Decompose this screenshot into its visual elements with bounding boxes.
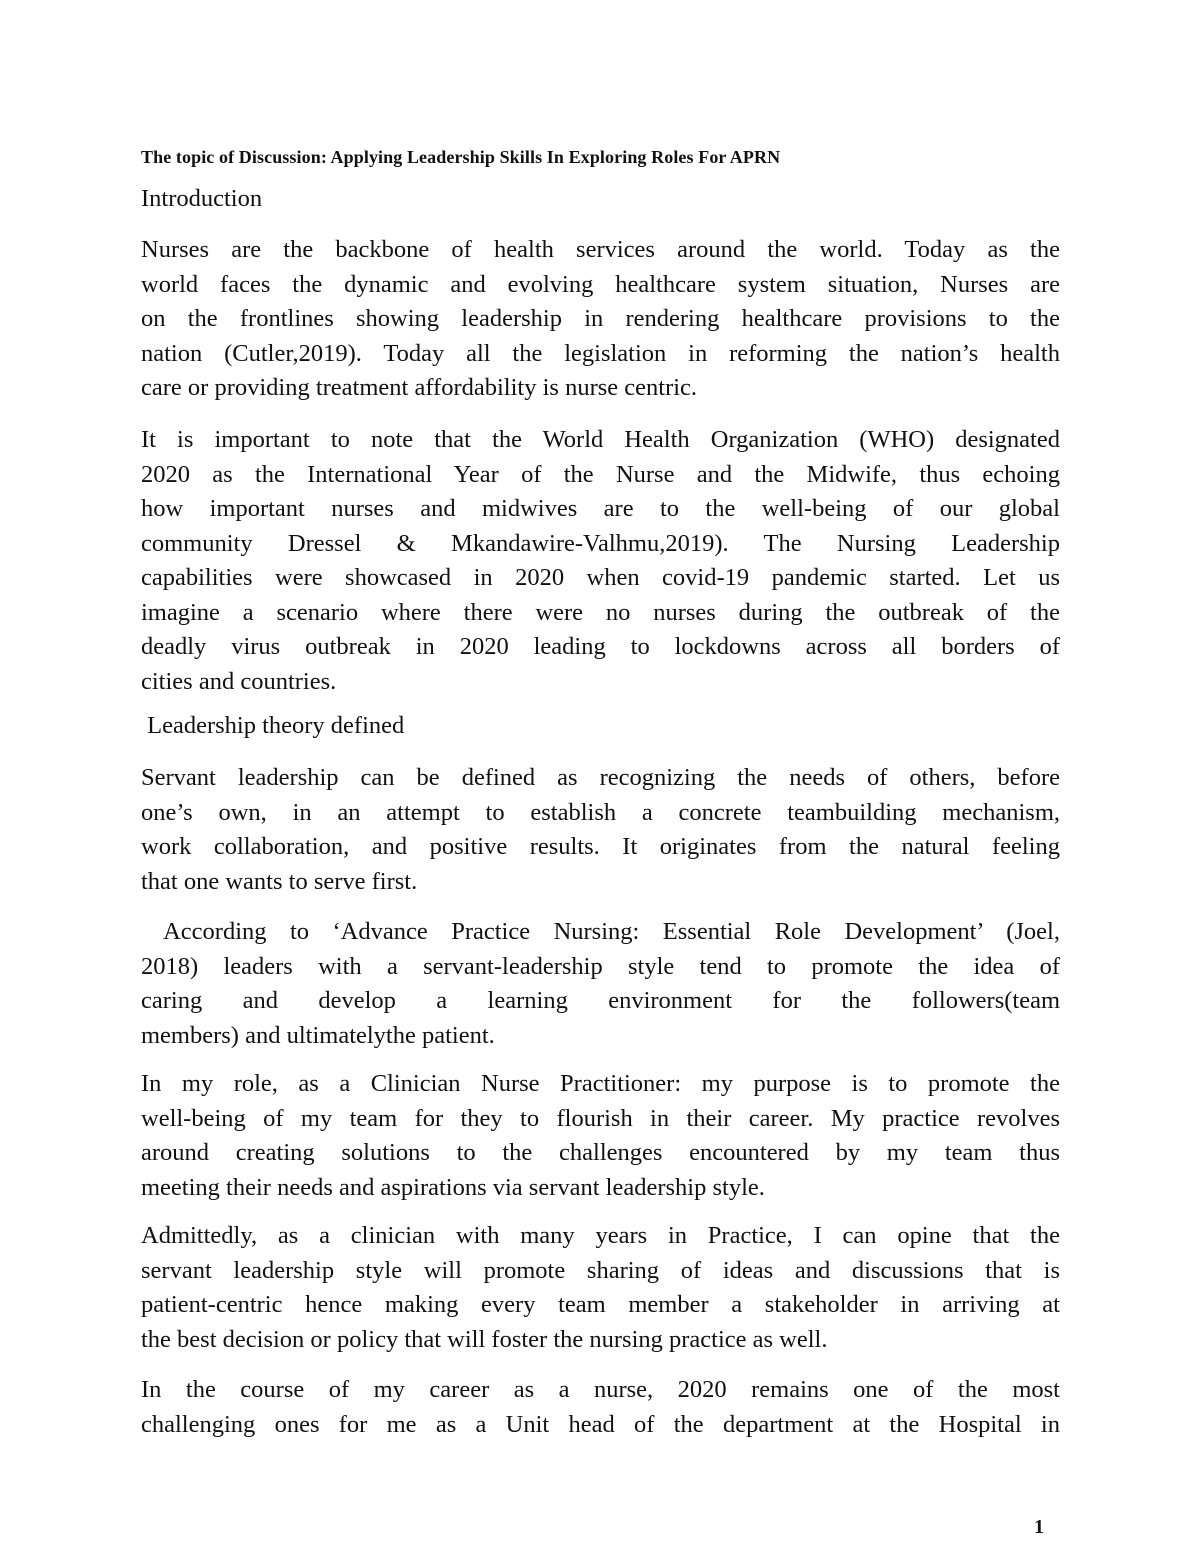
text-line: According to ‘Advance Practice Nursing: Essential Role Development’ (Joel,	[141, 918, 1060, 945]
text-line: work collaboration, and positive results. It originates from the natural feeling	[141, 833, 1060, 860]
heading-leadership-theory: Leadership theory defined	[141, 712, 405, 739]
text-line: servant leadership style will promote sharing of ideas and discussions that is	[141, 1256, 1060, 1284]
text-line: around creating solutions to the challenges encountered by my team thus	[141, 1139, 1060, 1166]
heading-introduction: Introduction	[141, 185, 263, 212]
paragraph	[141, 233, 1060, 406]
paragraph	[141, 915, 1060, 1053]
text-line: how important nurses and midwives are to the well-being of our global	[141, 495, 1060, 522]
text-line: capabilities were showcased in 2020 when covid-19 pandemic started. Let us	[141, 564, 1060, 591]
text-line: the best decision or policy that will foster the nursing practice as well.	[141, 1325, 828, 1353]
text-line: Nurses are the backbone of health services around the world. Today as the	[141, 236, 1060, 263]
text-line: world faces the dynamic and evolving healthcare system situation, Nurses are	[141, 270, 1060, 298]
text-line: well-being of my team for they to flourish in their career. My practice revolves	[141, 1104, 1060, 1132]
text-line: Servant leadership can be defined as recognizing the needs of others, before	[141, 764, 1060, 791]
text-line: In the course of my career as a nurse, 2020 remains one of the most	[141, 1376, 1060, 1403]
text-line: challenging ones for me as a Unit head of the department at the Hospital in	[141, 1410, 1060, 1438]
text-line: 2018) leaders with a servant-leadership style tend to promote the idea of	[141, 952, 1060, 980]
paragraph	[141, 1373, 1060, 1442]
text-line: community Dressel & Mkandawire-Valhmu,2019). The Nursing Leadership	[141, 529, 1060, 557]
text-line: on the frontlines showing leadership in rendering healthcare provisions to the	[141, 305, 1060, 332]
text-line: members) and ultimatelythe patient.	[141, 1021, 495, 1049]
page-number: 1	[1034, 1516, 1044, 1538]
text-line: It is important to note that the World Health Organization (WHO) designated	[141, 426, 1060, 453]
paragraph	[141, 1067, 1060, 1205]
text-line: meeting their needs and aspirations via servant leadership style.	[141, 1173, 765, 1201]
text-line: one’s own, in an attempt to establish a concrete teambuilding mechanism,	[141, 798, 1060, 826]
text-line: Admittedly, as a clinician with many years in Practice, I can opine that the	[141, 1222, 1060, 1249]
document-title: The topic of Discussion: Applying Leadership Skills In Exploring Roles For APRN	[141, 147, 781, 167]
text-line: care or providing treatment affordability is nurse centric.	[141, 374, 698, 401]
text-line: deadly virus outbreak in 2020 leading to lockdowns across all borders of	[141, 633, 1060, 660]
text-line: imagine a scenario where there were no nurses during the outbreak of the	[141, 598, 1060, 626]
text-line: nation (Cutler,2019). Today all the legislation in reforming the nation’s health	[141, 339, 1060, 367]
paragraph	[141, 1219, 1060, 1357]
text-line: 2020 as the International Year of the Nurse and the Midwife, thus echoing	[141, 460, 1060, 488]
text-line: that one wants to serve first.	[141, 867, 418, 895]
text-line: In my role, as a Clinician Nurse Practitioner: my purpose is to promote the	[141, 1070, 1060, 1097]
paragraph	[141, 761, 1060, 899]
text-line: patient-centric hence making every team member a stakeholder in arriving at	[141, 1291, 1060, 1318]
paragraph	[141, 423, 1060, 699]
text-line: caring and develop a learning environment for the followers(team	[141, 987, 1060, 1014]
text-line: cities and countries.	[141, 667, 337, 695]
